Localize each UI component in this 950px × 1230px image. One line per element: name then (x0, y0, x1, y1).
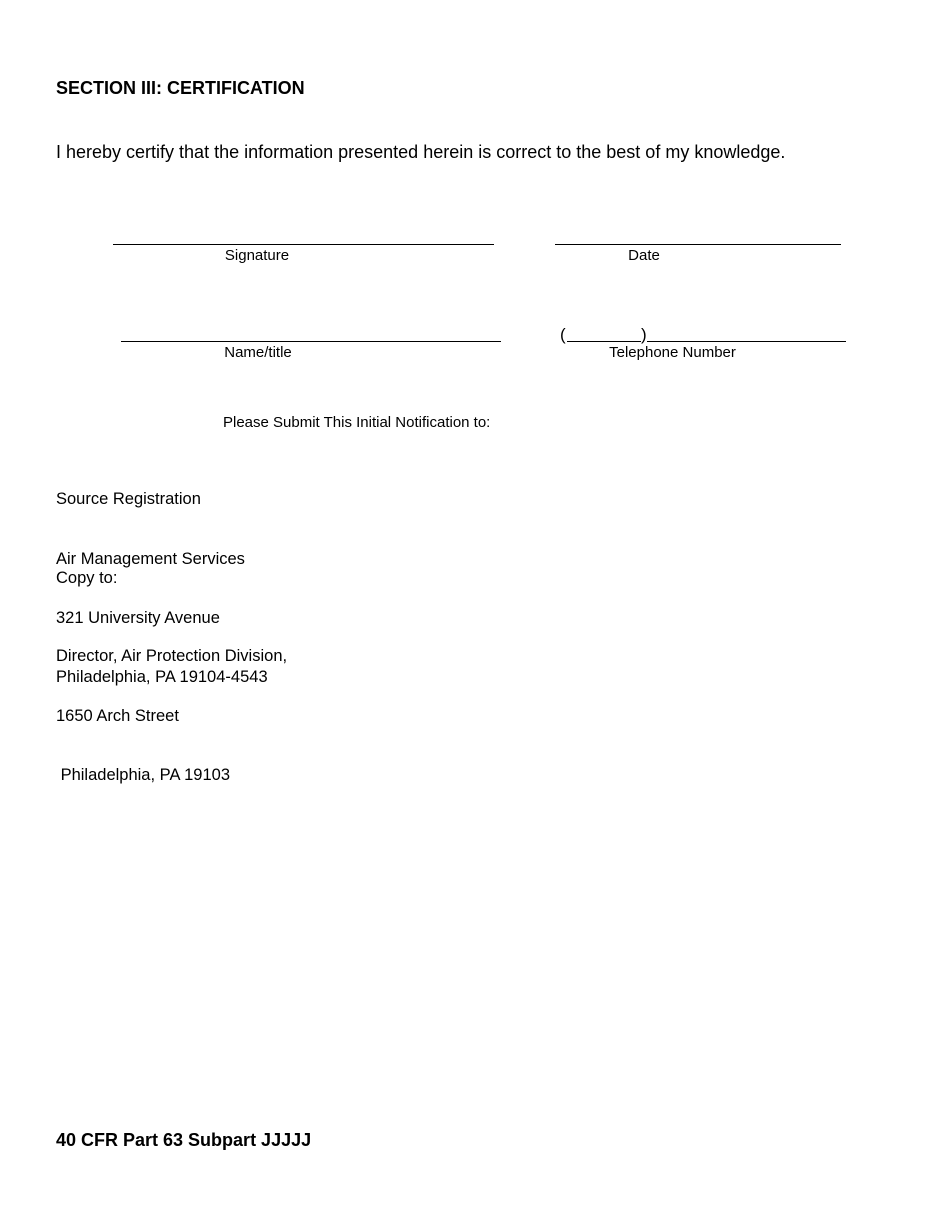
certification-statement: I hereby certify that the information presented herein is correct to the best of my knowledge. (56, 142, 786, 162)
address-line: 1650 Arch Street (56, 706, 179, 725)
address-line: Philadelphia, PA 19103 (56, 765, 230, 784)
area-code-close-paren: ) (641, 325, 647, 344)
telephone-line[interactable] (647, 341, 846, 342)
date-label: Date (628, 247, 660, 264)
signature-label: Signature (224, 247, 290, 264)
date-line[interactable] (555, 244, 841, 245)
submit-instruction: Please Submit This Initial Notification to: (223, 414, 491, 431)
name-title-label: Name/title (224, 344, 292, 361)
area-code-open-paren: ( (560, 325, 566, 344)
area-code-line[interactable] (567, 341, 641, 342)
address-line: Director, Air Protection Division, (56, 647, 288, 666)
section-heading: SECTION III: CERTIFICATION (56, 78, 305, 98)
telephone-label: Telephone Number (609, 344, 736, 361)
copy-to-label: Copy to: (56, 569, 118, 587)
copy-address (56, 608, 287, 805)
address-line: 321 University Avenue (56, 608, 220, 627)
regulation-footer: 40 CFR Part 63 Subpart JJJJJ (56, 1130, 312, 1150)
name-title-line[interactable] (121, 341, 501, 342)
signature-line[interactable] (113, 244, 494, 245)
address-line: Philadelphia, PA 19104-4543 (56, 667, 268, 686)
address-line: Source Registration (56, 490, 201, 509)
address-line: Air Management Services (56, 549, 245, 568)
